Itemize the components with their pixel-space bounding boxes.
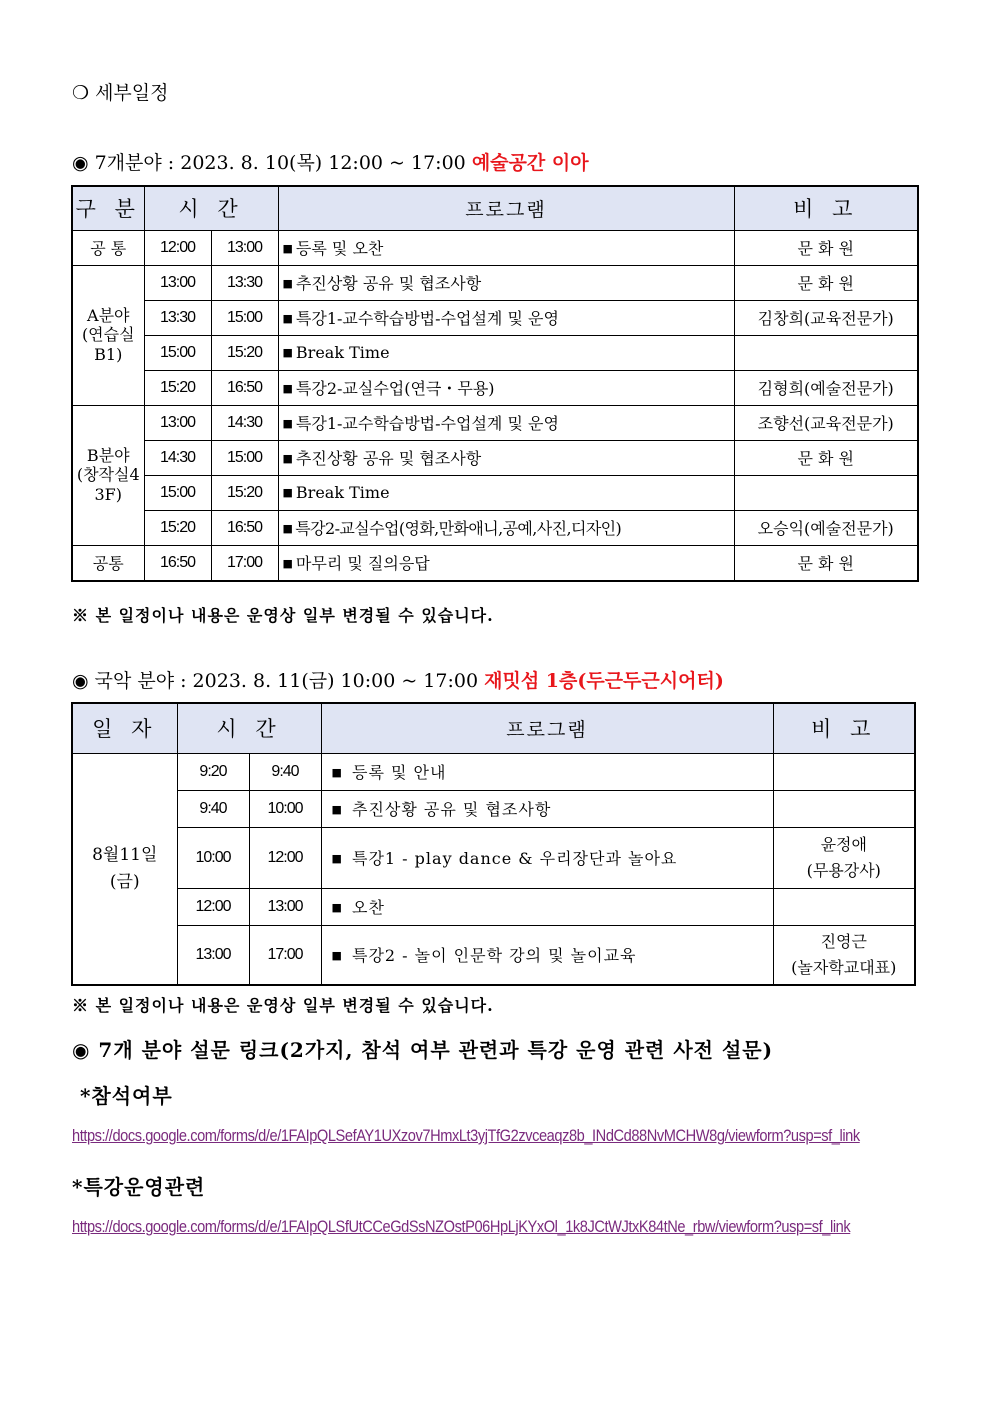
session2-title-place: 재밋섬 1층(두근두근시어터) (484, 670, 724, 692)
table-row (72, 510, 918, 545)
end-time: 17:00 (211, 545, 278, 581)
header-program: 프로그램 (321, 703, 773, 753)
table-row (72, 230, 918, 265)
program-text: 특강2-교실수업(연극・무용) (295, 379, 495, 398)
table-header-row (72, 186, 918, 230)
end-time: 9:40 (249, 753, 321, 790)
note-cell: 윤정애 (무용강사) (773, 827, 915, 888)
session2-title-prefix: ◉ 국악 분야 : 2023. 8. 11(금) 10:00 ~ 17:00 (72, 670, 479, 692)
end-time: 17:00 (249, 925, 321, 985)
table-row (72, 753, 915, 790)
row-group: A분야 (연습실 B1) (72, 265, 144, 405)
header-time: 시 간 (144, 186, 278, 230)
program-cell (278, 230, 734, 265)
start-time: 10:00 (177, 827, 249, 888)
note-cell (734, 475, 918, 510)
session2-footnote: ※ 본 일정이나 내용은 운영상 일부 변경될 수 있습니다. (72, 996, 494, 1015)
note-cell: 오승익(예술전문가) (734, 510, 918, 545)
session2-title (72, 666, 724, 693)
bullet-icon: ■ (282, 417, 293, 430)
table-row (72, 545, 918, 581)
table-header-row (72, 703, 915, 753)
start-time: 13:30 (144, 300, 211, 335)
end-time: 16:50 (211, 370, 278, 405)
program-text: 특강1 - play dance & 우리장단과 놀아요 (352, 849, 678, 868)
section-title: ❍ 세부일정 (72, 82, 169, 104)
note-cell (734, 335, 918, 370)
header-time: 시 간 (177, 703, 321, 753)
bullet-icon: ■ (331, 803, 343, 816)
program-text: 오찬 (352, 898, 385, 917)
program-text: 특강1-교수학습방법-수업설계 및 운영 (295, 309, 559, 328)
row-group: 공통 (72, 545, 144, 581)
start-time: 12:00 (144, 230, 211, 265)
table-row (72, 370, 918, 405)
program-cell (321, 925, 773, 985)
program-cell (278, 265, 734, 300)
bullet-icon: ■ (282, 346, 293, 359)
start-time: 13:00 (144, 405, 211, 440)
program-cell (278, 510, 734, 545)
program-cell (321, 827, 773, 888)
start-time: 15:20 (144, 370, 211, 405)
program-cell (278, 335, 734, 370)
program-cell (278, 370, 734, 405)
end-time: 15:00 (211, 300, 278, 335)
session1-title (72, 148, 589, 175)
program-text: 추진상황 공유 및 협조사항 (295, 449, 482, 468)
note-cell: 문 화 원 (734, 230, 918, 265)
start-time: 12:00 (177, 888, 249, 925)
program-text: 추진상황 공유 및 협조사항 (295, 274, 482, 293)
header-date: 일 자 (72, 703, 177, 753)
note-cell: 문 화 원 (734, 265, 918, 300)
bullet-icon: ■ (282, 522, 293, 535)
start-time: 15:20 (144, 510, 211, 545)
note-cell: 문 화 원 (734, 440, 918, 475)
bullet-icon: ■ (331, 901, 343, 914)
session1-footnote: ※ 본 일정이나 내용은 운영상 일부 변경될 수 있습니다. (72, 606, 494, 625)
header-category: 구 분 (72, 186, 144, 230)
bullet-icon: ■ (331, 766, 343, 779)
table-row (72, 300, 918, 335)
table-row (72, 925, 915, 985)
program-text: 등록 및 안내 (352, 763, 447, 782)
session1-title-place: 예술공간 이아 (471, 152, 589, 174)
end-time: 10:00 (249, 790, 321, 827)
bullet-icon: ■ (282, 486, 293, 499)
program-cell (278, 440, 734, 475)
program-cell (321, 888, 773, 925)
lecture-survey-link[interactable]: https://docs.google.com/forms/d/e/1FAIpQLSfUtCCeGdSsNZOstP06HpLjKYxOl_1k8JCtWJtxK84tNe_rbw/viewform?usp=sf_link (72, 1217, 851, 1236)
program-cell (278, 545, 734, 581)
program-cell (278, 300, 734, 335)
table-row (72, 440, 918, 475)
note-cell: 김창희(교육전문가) (734, 300, 918, 335)
note-cell: 조향선(교육전문가) (734, 405, 918, 440)
program-text: 특강2 - 놀이 인문학 강의 및 놀이교육 (352, 946, 637, 966)
lecture-label: *특강운영관련 (72, 1175, 206, 1199)
bullet-icon: ■ (282, 242, 293, 255)
row-group: 공 통 (72, 230, 144, 265)
program-text: 등록 및 오찬 (295, 239, 384, 258)
table-row (72, 335, 918, 370)
note-cell: 문 화 원 (734, 545, 918, 581)
row-group: B분야 (창작실4 3F) (72, 405, 144, 545)
session2-schedule-table (71, 702, 916, 986)
table-row (72, 790, 915, 827)
bullet-icon: ■ (282, 382, 293, 395)
program-cell (278, 475, 734, 510)
program-text: Break Time (295, 483, 390, 502)
start-time: 15:00 (144, 475, 211, 510)
table-row (72, 475, 918, 510)
survey-title: ◉ 7개 분야 설문 링크(2가지, 참석 여부 관련과 특강 운영 관련 사전 설문) (72, 1038, 774, 1062)
note-cell: 김형희(예술전문가) (734, 370, 918, 405)
program-text: 마무리 및 질의응답 (295, 554, 430, 573)
program-text: 특강2-교실수업(영화,만화애니,공예,사진,디자인) (295, 519, 622, 538)
start-time: 13:00 (177, 925, 249, 985)
program-text: 특강1-교수학습방법-수업설계 및 운영 (295, 414, 559, 433)
end-time: 15:00 (211, 440, 278, 475)
end-time: 16:50 (211, 510, 278, 545)
end-time: 13:00 (249, 888, 321, 925)
header-note: 비 고 (773, 703, 915, 753)
note-cell: 진영근 (놀자학교대표) (773, 925, 915, 985)
start-time: 9:40 (177, 790, 249, 827)
header-program: 프로그램 (278, 186, 734, 230)
note-cell (773, 888, 915, 925)
end-time: 15:20 (211, 475, 278, 510)
note-cell (773, 753, 915, 790)
table-row (72, 888, 915, 925)
program-cell (278, 405, 734, 440)
table-row (72, 265, 918, 300)
table-row (72, 827, 915, 888)
attendance-label: *참석여부 (72, 1084, 173, 1108)
end-time: 15:20 (211, 335, 278, 370)
bullet-icon: ■ (282, 452, 293, 465)
bullet-icon: ■ (331, 852, 343, 865)
start-time: 16:50 (144, 545, 211, 581)
program-cell (321, 790, 773, 827)
end-time: 13:00 (211, 230, 278, 265)
program-cell (321, 753, 773, 790)
bullet-icon: ■ (282, 277, 293, 290)
end-time: 13:30 (211, 265, 278, 300)
end-time: 14:30 (211, 405, 278, 440)
end-time: 12:00 (249, 827, 321, 888)
program-text: 추진상황 공유 및 협조사항 (352, 800, 552, 819)
date-cell: 8월11일 (금) (72, 753, 177, 985)
session1-title-prefix: ◉ 7개분야 : 2023. 8. 10(목) 12:00 ~ 17:00 (72, 152, 466, 174)
start-time: 9:20 (177, 753, 249, 790)
bullet-icon: ■ (282, 557, 293, 570)
table-row (72, 405, 918, 440)
start-time: 13:00 (144, 265, 211, 300)
session1-schedule-table (71, 185, 919, 582)
bullet-icon: ■ (331, 949, 343, 963)
bullet-icon: ■ (282, 312, 293, 325)
program-text: Break Time (295, 343, 390, 362)
start-time: 15:00 (144, 335, 211, 370)
attendance-survey-link[interactable]: https://docs.google.com/forms/d/e/1FAIpQLSefAY1UXzov7HmxLt3yjTfG2zvceaqz8b_INdCd88NvMCHW8g/viewform?usp=sf_link (72, 1126, 860, 1145)
header-note: 비 고 (734, 186, 918, 230)
start-time: 14:30 (144, 440, 211, 475)
note-cell (773, 790, 915, 827)
